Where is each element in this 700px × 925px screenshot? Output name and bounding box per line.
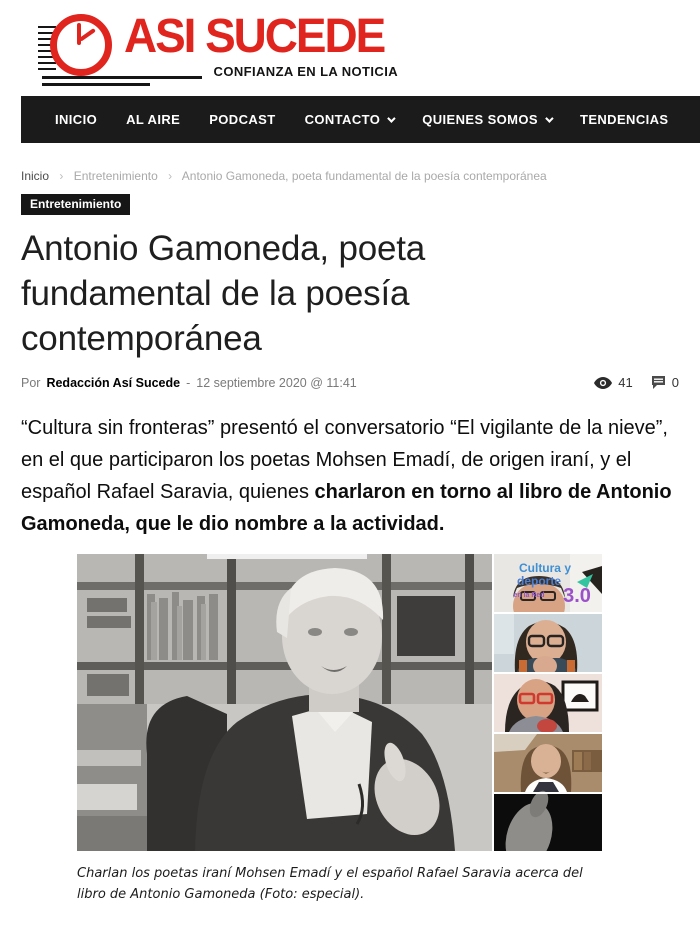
image-caption: Charlan los poetas iraní Mohsen Emadí y el español Rafael Saravia acerca del libro de Antonio Gamoneda (Foto: especial). [77, 866, 583, 902]
nav-item-inicio[interactable] [55, 112, 97, 127]
nav-label: PODCAST [209, 112, 276, 127]
site-header [0, 0, 700, 96]
byline-meta [594, 375, 679, 390]
views-counter [594, 375, 632, 390]
tile-woman [494, 614, 602, 676]
byline [21, 375, 679, 390]
main-video-tile [77, 554, 492, 851]
page-title: Antonio Gamoneda, poeta fundamental de la poesía contemporánea [21, 229, 426, 358]
nav-label: CONTACTO [304, 112, 381, 127]
chevron-down-icon [545, 114, 553, 122]
logo-text [124, 7, 398, 79]
overlay-logo-badge: 3.0 [563, 585, 591, 607]
comment-bubble-icon [651, 376, 666, 389]
breadcrumb [21, 169, 679, 183]
nav-label: INICIO [55, 112, 98, 127]
category-badge[interactable]: Entretenimiento [21, 194, 130, 215]
byline-separator: - [186, 375, 191, 390]
tile-dark-hand [494, 788, 602, 851]
comments-counter[interactable] [651, 375, 679, 390]
chevron-down-icon [387, 114, 395, 122]
brand-name: ASI SUCEDE [124, 7, 385, 63]
byline-author-link[interactable]: Redacción Así Sucede [46, 375, 181, 390]
lead-bold: charlaron en torno al libro de Antonio Gamoneda, que le dio nombre a la actividad. [21, 481, 672, 535]
main-nav [21, 96, 700, 143]
views-count: 41 [618, 375, 633, 390]
breadcrumb-current: Antonio Gamoneda, poeta fundamental de la poesía contemporánea [181, 169, 547, 183]
article-image [77, 554, 602, 851]
tile-man-red-glasses [494, 674, 602, 733]
site-logo[interactable] [38, 7, 398, 88]
tile-man-long-hair [494, 734, 602, 792]
byline-date: 12 septiembre 2020 @ 11:41 [196, 375, 357, 390]
nav-item-tendencias[interactable] [580, 112, 669, 127]
overlay-logo-line1: Cultura y [518, 561, 572, 575]
clock-logo-icon [38, 10, 120, 88]
participants-column [493, 554, 602, 851]
byline-left [21, 376, 357, 390]
nav-label: TENDENCIAS [579, 112, 669, 127]
nav-item-podcast[interactable] [209, 112, 275, 127]
breadcrumb-separator: › [59, 169, 64, 183]
overlay-logo-line3: en la Red [513, 592, 545, 599]
nav-label: AL AIRE [126, 112, 181, 127]
nav-item-quienes-somos[interactable] [422, 112, 551, 127]
nav-label: QUIENES SOMOS [422, 112, 538, 127]
breadcrumb-separator: › [168, 169, 173, 183]
breadcrumb-category[interactable]: Entretenimiento [73, 169, 158, 183]
byline-prefix: Por [21, 375, 41, 390]
article-figure [77, 554, 602, 905]
nav-item-contacto[interactable] [305, 112, 394, 127]
breadcrumb-home[interactable]: Inicio [21, 169, 50, 183]
lead-regular: “Cultura sin fronteras” presentó el conversatorio “El vigilante de la nieve”, en el que participaron los poetas Mohsen Emadí, de origen iraní, y el español Rafael Saravia, quienes [21, 417, 668, 503]
overlay-logo-line2: deporte [516, 574, 562, 588]
nav-item-al-aire[interactable] [126, 112, 180, 127]
lead-paragraph [21, 412, 681, 540]
comments-count: 0 [671, 375, 679, 390]
brand-tagline: CONFIANZA EN LA NOTICIA [213, 64, 398, 79]
eye-icon [594, 377, 612, 389]
